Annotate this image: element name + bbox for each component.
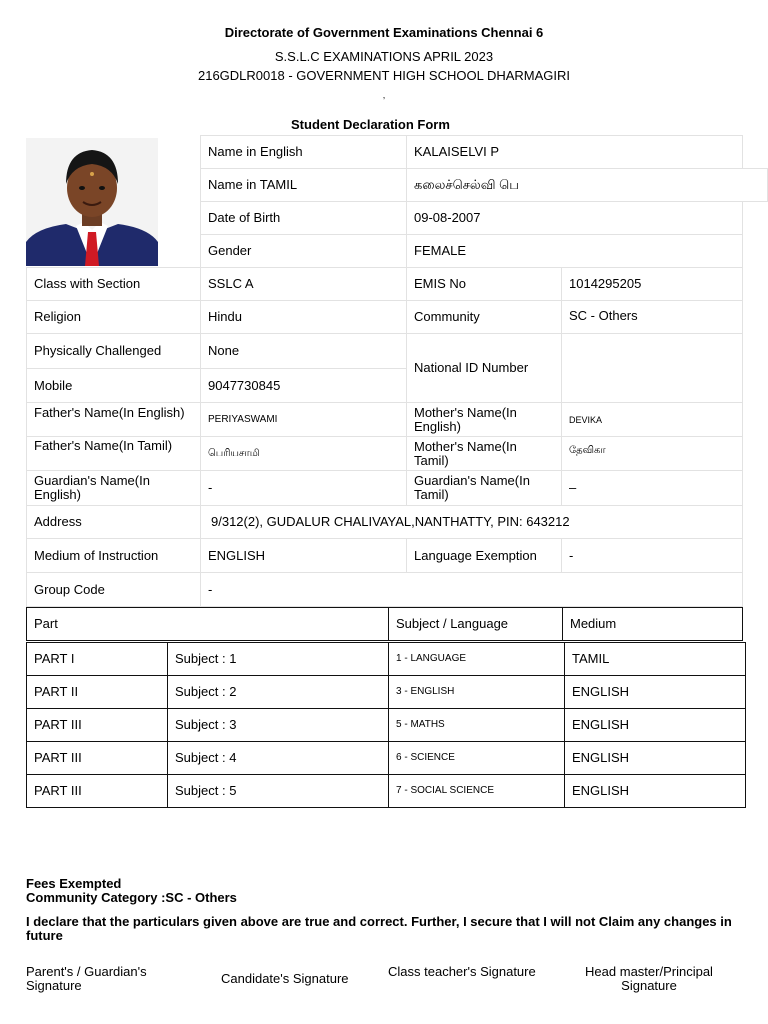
address-label: Address bbox=[26, 505, 201, 539]
subject-row-subject: Subject : 1 bbox=[167, 642, 389, 676]
subject-row-language: 7 - SOCIAL SCIENCE bbox=[388, 774, 565, 808]
community-category: Community Category :SC - Others bbox=[26, 890, 237, 905]
subject-row-medium: ENGLISH bbox=[564, 708, 746, 742]
mother-ta-label: Mother's Name(In Tamil) bbox=[406, 436, 562, 471]
dob-label: Date of Birth bbox=[200, 201, 407, 235]
form-title: Student Declaration Form bbox=[291, 117, 450, 132]
medium-label: Medium of Instruction bbox=[26, 538, 201, 573]
lang-ex-label: Language Exemption bbox=[406, 538, 562, 573]
subject-row-part: PART III bbox=[26, 774, 168, 808]
pc-label: Physically Challenged bbox=[26, 333, 201, 369]
medium-value: ENGLISH bbox=[200, 538, 407, 573]
name-ta-label: Name in TAMIL bbox=[200, 168, 407, 202]
religion-value: Hindu bbox=[200, 300, 407, 334]
subject-row-language: 1 - LANGUAGE bbox=[388, 642, 565, 676]
emis-label: EMIS No bbox=[406, 267, 562, 301]
subject-row-language: 6 - SCIENCE bbox=[388, 741, 565, 775]
lang-ex-value: - bbox=[561, 538, 743, 573]
religion-label: Religion bbox=[26, 300, 201, 334]
father-ta-value: பெரியசாமி bbox=[200, 436, 407, 471]
pc-value: None bbox=[200, 333, 407, 369]
subject-row-medium: ENGLISH bbox=[564, 774, 746, 808]
subject-row-medium: TAMIL bbox=[564, 642, 746, 676]
community-value: SC - Others bbox=[561, 300, 743, 334]
name-ta-value: கலைச்செல்வி பெ bbox=[406, 168, 768, 202]
nid-label: National ID Number bbox=[406, 333, 562, 403]
father-ta-label: Father's Name(In Tamil) bbox=[26, 436, 201, 471]
nid-value bbox=[561, 333, 743, 403]
subject-row-subject: Subject : 2 bbox=[167, 675, 389, 709]
class-label: Class with Section bbox=[26, 267, 201, 301]
parent-signature-label: Parent's / Guardian's Signature bbox=[26, 964, 147, 993]
guardian-ta-value: – bbox=[561, 470, 743, 506]
guardian-en-value: - bbox=[200, 470, 407, 506]
address-value: 9/312(2), GUDALUR CHALIVAYAL,NANTHATTY, PIN: 643212 bbox=[200, 505, 743, 539]
head-signature-label: Head master/Principal Signature bbox=[585, 964, 713, 993]
subject-row-part: PART III bbox=[26, 708, 168, 742]
directorate-title: Directorate of Government Examinations Chennai 6 bbox=[224, 25, 544, 40]
subject-row-language: 5 - MATHS bbox=[388, 708, 565, 742]
exam-title: S.S.L.C EXAMINATIONS APRIL 2023 bbox=[274, 49, 494, 64]
school-title: 216GDLR0018 - GOVERNMENT HIGH SCHOOL DHARMAGIRI bbox=[197, 68, 571, 83]
mobile-value: 9047730845 bbox=[200, 368, 407, 403]
gender-label: Gender bbox=[200, 234, 407, 268]
mother-en-label: Mother's Name(In English) bbox=[406, 402, 562, 437]
emis-value: 1014295205 bbox=[561, 267, 743, 301]
group-value: - bbox=[200, 572, 743, 607]
subject-row-subject: Subject : 4 bbox=[167, 741, 389, 775]
subject-row-part: PART III bbox=[26, 741, 168, 775]
declaration-text: I declare that the particulars given above are true and correct. Further, I secure that I will not Claim any changes in future bbox=[26, 914, 732, 943]
father-en-value: PERIYASWAMI bbox=[200, 402, 407, 437]
name-en-label: Name in English bbox=[200, 135, 407, 169]
group-label: Group Code bbox=[26, 572, 201, 607]
mobile-label: Mobile bbox=[26, 368, 201, 403]
subject-row-subject: Subject : 3 bbox=[167, 708, 389, 742]
gender-value: FEMALE bbox=[406, 234, 743, 268]
student-photo bbox=[26, 138, 158, 266]
header-marks: , bbox=[382, 90, 386, 100]
subject-row-language: 3 - ENGLISH bbox=[388, 675, 565, 709]
subject-row-subject: Subject : 5 bbox=[167, 774, 389, 808]
subjects-header-medium: Medium bbox=[562, 607, 743, 641]
name-en-value: KALAISELVI P bbox=[406, 135, 743, 169]
fees-exempted: Fees Exempted bbox=[26, 876, 122, 891]
guardian-ta-label: Guardian's Name(In Tamil) bbox=[406, 470, 562, 506]
candidate-signature-label: Candidate's Signature bbox=[221, 971, 349, 986]
subject-row-medium: ENGLISH bbox=[564, 675, 746, 709]
subject-row-part: PART I bbox=[26, 642, 168, 676]
subjects-header-language: Subject / Language bbox=[388, 607, 563, 641]
community-label: Community bbox=[406, 300, 562, 334]
dob-value: 09-08-2007 bbox=[406, 201, 743, 235]
father-en-label: Father's Name(In English) bbox=[26, 402, 201, 437]
subjects-header-part: Part bbox=[26, 607, 389, 641]
teacher-signature-label: Class teacher's Signature bbox=[388, 964, 536, 979]
subject-row-part: PART II bbox=[26, 675, 168, 709]
subject-row-medium: ENGLISH bbox=[564, 741, 746, 775]
guardian-en-label: Guardian's Name(In English) bbox=[26, 470, 201, 506]
mother-en-value: DEVIKA bbox=[561, 402, 743, 437]
class-value: SSLC A bbox=[200, 267, 407, 301]
mother-ta-value: தேவிகா bbox=[561, 436, 743, 471]
